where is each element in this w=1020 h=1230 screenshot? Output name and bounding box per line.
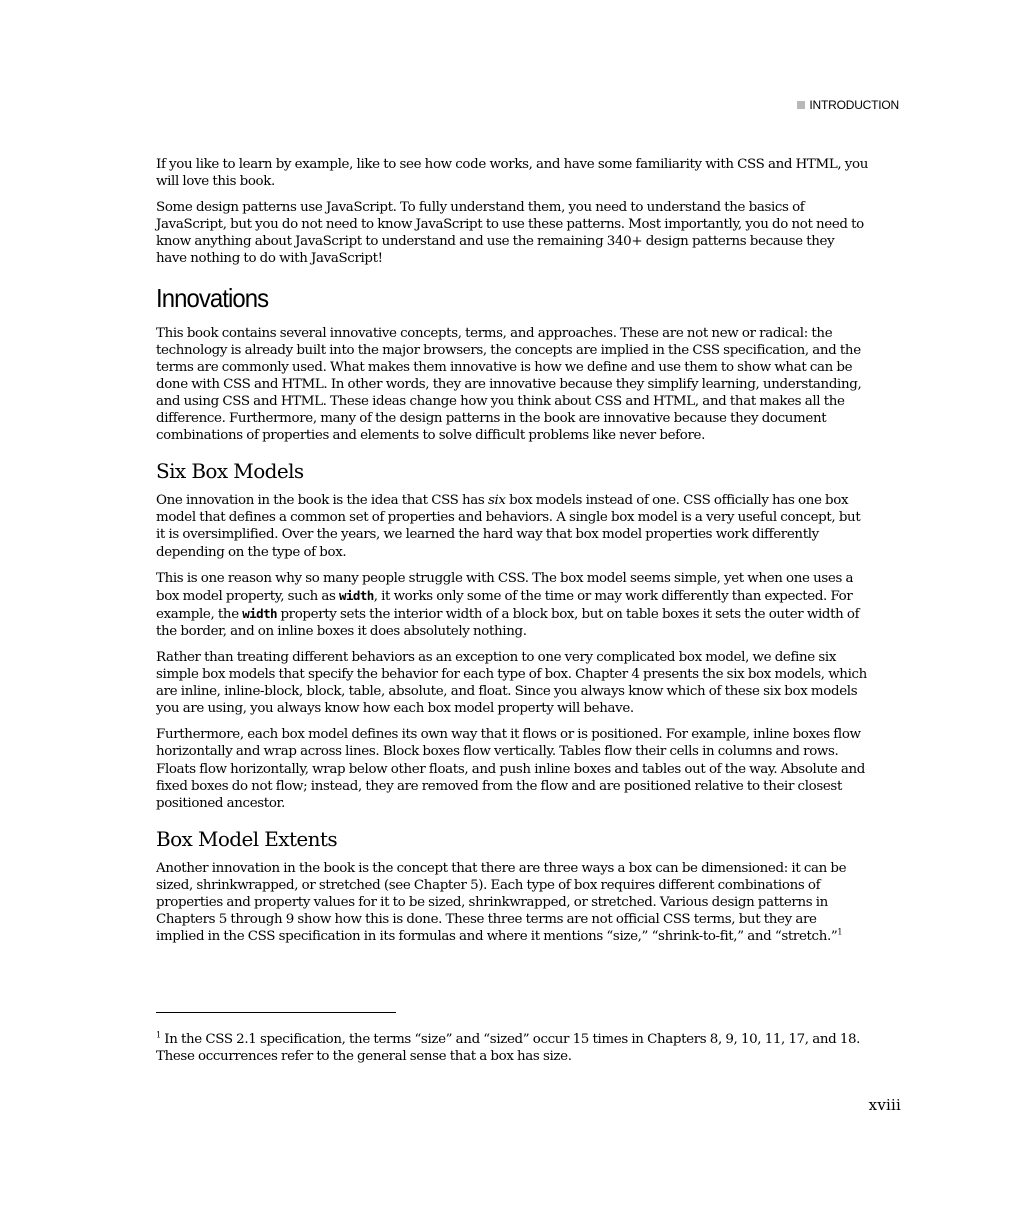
emphasis-six: six [487,493,506,509]
intro-paragraph-1: If you like to learn by example, like to see how code works, and have some familiarity with CSS and HTML, you will love this book. [156,157,869,190]
square-marker-icon [797,101,805,109]
text-run: property sets the interior width of a block box, but on table boxes it sets the outer width of the border, and on inline boxes it does absolutely nothing. [156,606,860,639]
six-box-models-paragraph-2 [156,570,868,640]
text-run: This is one reason why so many people struggle with CSS. The box model seems simple, yet when one uses a box model property, such as [156,570,854,604]
six-box-models-paragraph-1 [156,492,868,560]
text-run: One innovation in the book is the idea that CSS has [156,493,488,509]
six-box-models-paragraph-4: Furthermore, each box model defines its own way that it flows or is positioned. For example, inline boxes flow horizontally and wrap across lines. Block boxes flow vertically. Tables flow their cells in columns and rows. Floats flow horizontally, wrap below other floats, and push inline boxes and tables out of the way. Absolute and fixed boxes do not flow; instead, they are removed from the flow and are positioned relative to their closest positioned ancestor. [156,727,865,811]
text-run: box models instead of one. CSS officially has one box model that defines a common set of properties and behaviors. A single box model is a very useful concept, but it is oversimplified. Over the years, we learned the hard way that box model properties work differently depending on the type of box. [156,493,861,560]
box-model-extents-paragraph [156,860,868,945]
text-run: Another innovation in the book is the concept that there are three ways a box can be dimensioned: it can be sized, shrinkwrapped, or stretched (see Chapter 5). Each type of box requires different combinations of properties and property values for it to be sized, shrinkwrapped, or stretched. Various design patterns in Chapters 5 through 9 show how this is done. These three terms are not official CSS terms, but they are implied in the CSS specification in its formulas and where it mentions “size,” “shrink-to-fit,” and “stretch.” [156,860,847,945]
footnote-reference[interactable]: 1 [837,927,843,937]
running-head-label: INTRODUCTION [809,98,899,112]
footnote-divider [156,1012,396,1013]
innovations-heading: Innovations [156,282,269,313]
code-width: width [339,587,374,603]
footnote-text: In the CSS 2.1 specification, the terms “size” and “sized” occur 15 times in Chapters 8, 9, 10, 11, 17, and 18. These occurrences refer to the general sense that a box has size. [156,1032,861,1065]
intro-paragraph-2: Some design patterns use JavaScript. To fully understand them, you need to understand the basics of JavaScript, but you do not need to know JavaScript to use these patterns. Most importantly, you do not need to know anything about JavaScript to understand and use the remaining 340+ design patterns because they have nothing to do with JavaScript! [156,200,864,267]
footnote [156,1031,868,1065]
six-box-models-paragraph-3: Rather than treating different behaviors as an exception to one very complicated box model, we define six simple box models that specify the behavior for each type of box. Chapter 4 presents the six box models, which are inline, inline-block, block, table, absolute, and float. Since you always know which of these six box models you are using, you always know how each box model property will behave. [156,649,867,717]
innovations-paragraph: This book contains several innovative concepts, terms, and approaches. These are not new or radical: the technology is already built into the major browsers, the concepts are implied in the CSS specification, and the terms are commonly used. What makes them innovative is how we define and use them to show what can be done with CSS and HTML. In other words, they are innovative because they simplify learning, understanding, and using CSS and HTML. These ideas change how you think about CSS and HTML, and that makes all the difference. Furthermore, many of the design patterns in the book are innovative because they document combinations of properties and elements to solve difficult problems like never before. [156,325,862,444]
footnote-marker: 1 [156,1030,161,1040]
box-model-extents-heading: Box Model Extents [156,826,338,851]
main-content [156,156,868,954]
six-box-models-heading: Six Box Models [156,459,304,484]
page-number: xviii [868,1096,901,1114]
code-width: width [242,605,277,621]
text-run: , it works only some of the time or may work differently than expected. For example, the [156,588,853,622]
running-head [797,98,899,112]
